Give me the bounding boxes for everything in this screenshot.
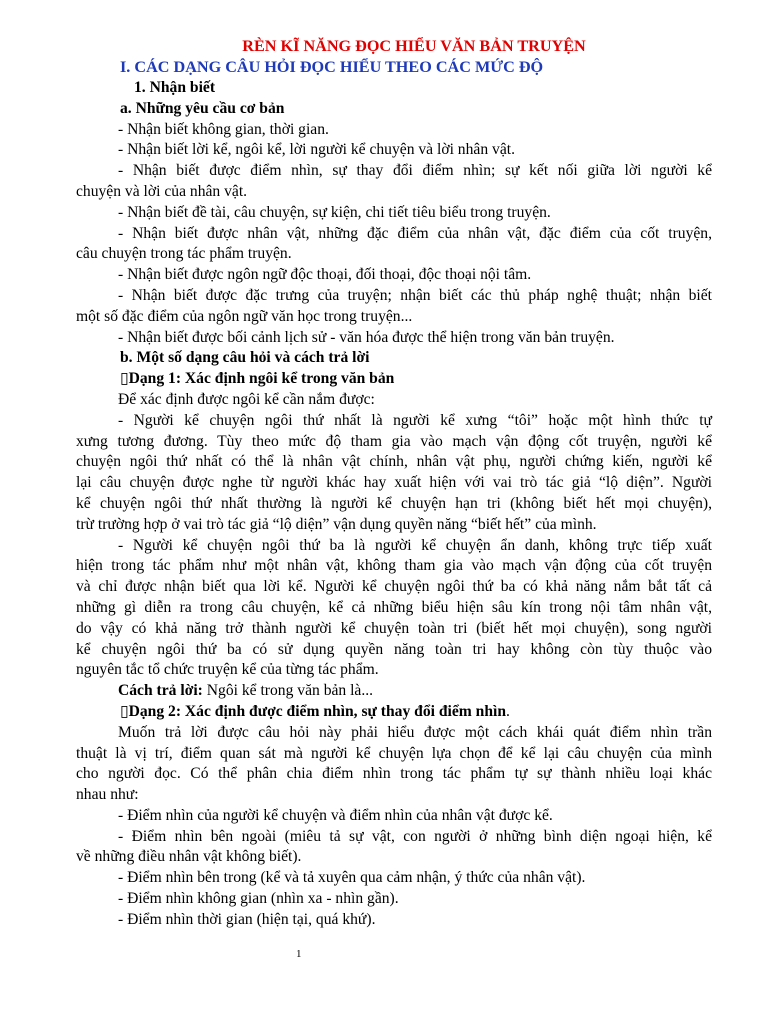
dang1-heading: ▯Dạng 1: Xác định ngôi kể trong văn bản bbox=[120, 370, 395, 388]
para3-line: cho người đọc. Có thể phân chia điểm nhìn trong tác phẩm tự sự thành nhiều loại khác bbox=[76, 765, 712, 783]
list2-line: - Điểm nhìn của người kể chuyện và điểm nhìn của nhân vật được kể. bbox=[118, 806, 553, 824]
para3-line: Muốn trả lời được câu hỏi này phải hiểu được một cách khái quát điểm nhìn trần bbox=[118, 723, 712, 741]
a-line: - Nhận biết không gian, thời gian. bbox=[118, 120, 329, 138]
para1-line: kể chuyện ngôi thứ nhất thường là người kể chuyện hạn tri (không biết hết mọi chuyện), bbox=[76, 494, 712, 512]
bullet-box-icon: ▯ bbox=[120, 370, 129, 388]
para1-line: chuyện ngôi thứ nhất có thể là nhân vật chính, nhân vật phụ, người chứng kiến, người kể bbox=[76, 453, 712, 471]
list2-line: - Điểm nhìn bên trong (kể và tả xuyên qua cảm nhận, ý thức của nhân vật). bbox=[118, 869, 586, 887]
page-number: 1 bbox=[296, 948, 302, 960]
a-line: chuyện và lời của nhân vật. bbox=[76, 182, 248, 200]
section-heading: I. CÁC DẠNG CÂU HỎI ĐỌC HIỂU THEO CÁC MỨC ĐỘ bbox=[120, 58, 544, 76]
para2-line: hiện trong tác phẩm như một nhân vật, không tham gia vào mạch vận động của cốt truyện bbox=[76, 557, 712, 575]
list2-line: - Điểm nhìn thời gian (hiện tại, quá khứ). bbox=[118, 910, 376, 928]
para2-line: nguyên tắc tổ chức truyện kể của từng tác phẩm. bbox=[76, 661, 379, 679]
list2-line: - Điểm nhìn không gian (nhìn xa - nhìn gần). bbox=[118, 890, 399, 908]
part-a-heading: a. Những yêu cầu cơ bản bbox=[120, 99, 285, 117]
para1-line: xưng tương đương. Tùy theo mức độ tham gia vào mạch vận động cốt truyện, người kể bbox=[76, 432, 712, 450]
para1-line: - Người kể chuyện ngôi thứ nhất là người kể xưng “tôi” hoặc một hình thức tự bbox=[118, 411, 712, 429]
list2-line: về những điều nhân vật không biết). bbox=[76, 848, 302, 866]
a-line: - Nhận biết đề tài, câu chuyện, sự kiện, chi tiết tiêu biểu trong truyện. bbox=[118, 203, 551, 221]
para2-line: kể chuyện ngôi thứ ba có sử dụng quyền năng toàn tri hay không còn tùy thuộc vào bbox=[76, 640, 712, 658]
para1-line: trừ trường hợp ở vai trò tác giả “lộ diện” vận dụng quyền năng “biết hết” của mình. bbox=[76, 515, 597, 533]
a-line: câu chuyện trong tác phẩm truyện. bbox=[76, 245, 292, 263]
a-line: một số đặc điểm của ngôn ngữ văn học trong truyện... bbox=[76, 307, 413, 325]
para1-line: lại câu chuyện được nghe từ người khác hay xuất hiện với vai trò tác giả “lộ diện”. Người bbox=[76, 474, 712, 492]
answer-line: Cách trả lời: Ngôi kể trong văn bản là... bbox=[118, 682, 374, 700]
a-line: - Nhận biết được đặc trưng của truyện; nhận biết các thủ pháp nghệ thuật; nhận biết bbox=[118, 286, 712, 304]
document-title: RÈN KĨ NĂNG ĐỌC HIỂU VĂN BẢN TRUYỆN bbox=[242, 37, 586, 55]
para2-line: và chỉ được nhận biết qua lời kể. Người kể chuyện ngôi thứ ba có khả năng nắm bắt tất cả bbox=[76, 578, 712, 596]
a-line: - Nhận biết lời kể, ngôi kể, lời người kể chuyện và lời nhân vật. bbox=[118, 141, 515, 159]
dang1-intro: Để xác định được ngôi kể cần nắm được: bbox=[118, 390, 375, 408]
document-body bbox=[76, 36, 712, 931]
bullet-box-icon: ▯ bbox=[120, 702, 129, 720]
para2-line: do vậy có khả năng trở thành người kể chuyện toàn tri (biết hết mọi chuyện), song người bbox=[76, 619, 712, 637]
sub-heading: 1. Nhận biết bbox=[134, 79, 216, 96]
a-line: - Nhận biết được nhân vật, những đặc điểm của nhân vật, đặc điểm của cốt truyện, bbox=[118, 224, 712, 242]
para3-line: thuật là vị trí, điểm quan sát mà người kể chuyện lựa chọn để kể lại câu chuyện của mình bbox=[76, 744, 712, 762]
dang2-heading: ▯Dạng 2: Xác định được điểm nhìn, sự thay đổi điểm nhìn. bbox=[120, 702, 510, 720]
para3-line: nhau như: bbox=[76, 786, 139, 804]
a-line: - Nhận biết được điểm nhìn, sự thay đổi điểm nhìn; sự kết nối giữa lời người kể bbox=[118, 162, 712, 180]
a-line: - Nhận biết được ngôn ngữ độc thoại, đối thoại, độc thoại nội tâm. bbox=[118, 266, 532, 284]
a-line: - Nhận biết được bối cảnh lịch sử - văn hóa được thể hiện trong văn bản truyện. bbox=[118, 328, 615, 346]
list2-line: - Điểm nhìn bên ngoài (miêu tả sự vật, con người ở những bình diện ngoại hiện, kể bbox=[118, 827, 712, 845]
part-b-heading: b. Một số dạng câu hỏi và cách trả lời bbox=[120, 349, 370, 367]
para2-line: những gì diễn ra trong câu chuyện, kể cả những biểu hiện sâu kín trong nội tâm nhân vật, bbox=[76, 598, 712, 616]
para2-line: - Người kể chuyện ngôi thứ ba là người kể chuyện ẩn danh, không trực tiếp xuất bbox=[118, 536, 712, 554]
